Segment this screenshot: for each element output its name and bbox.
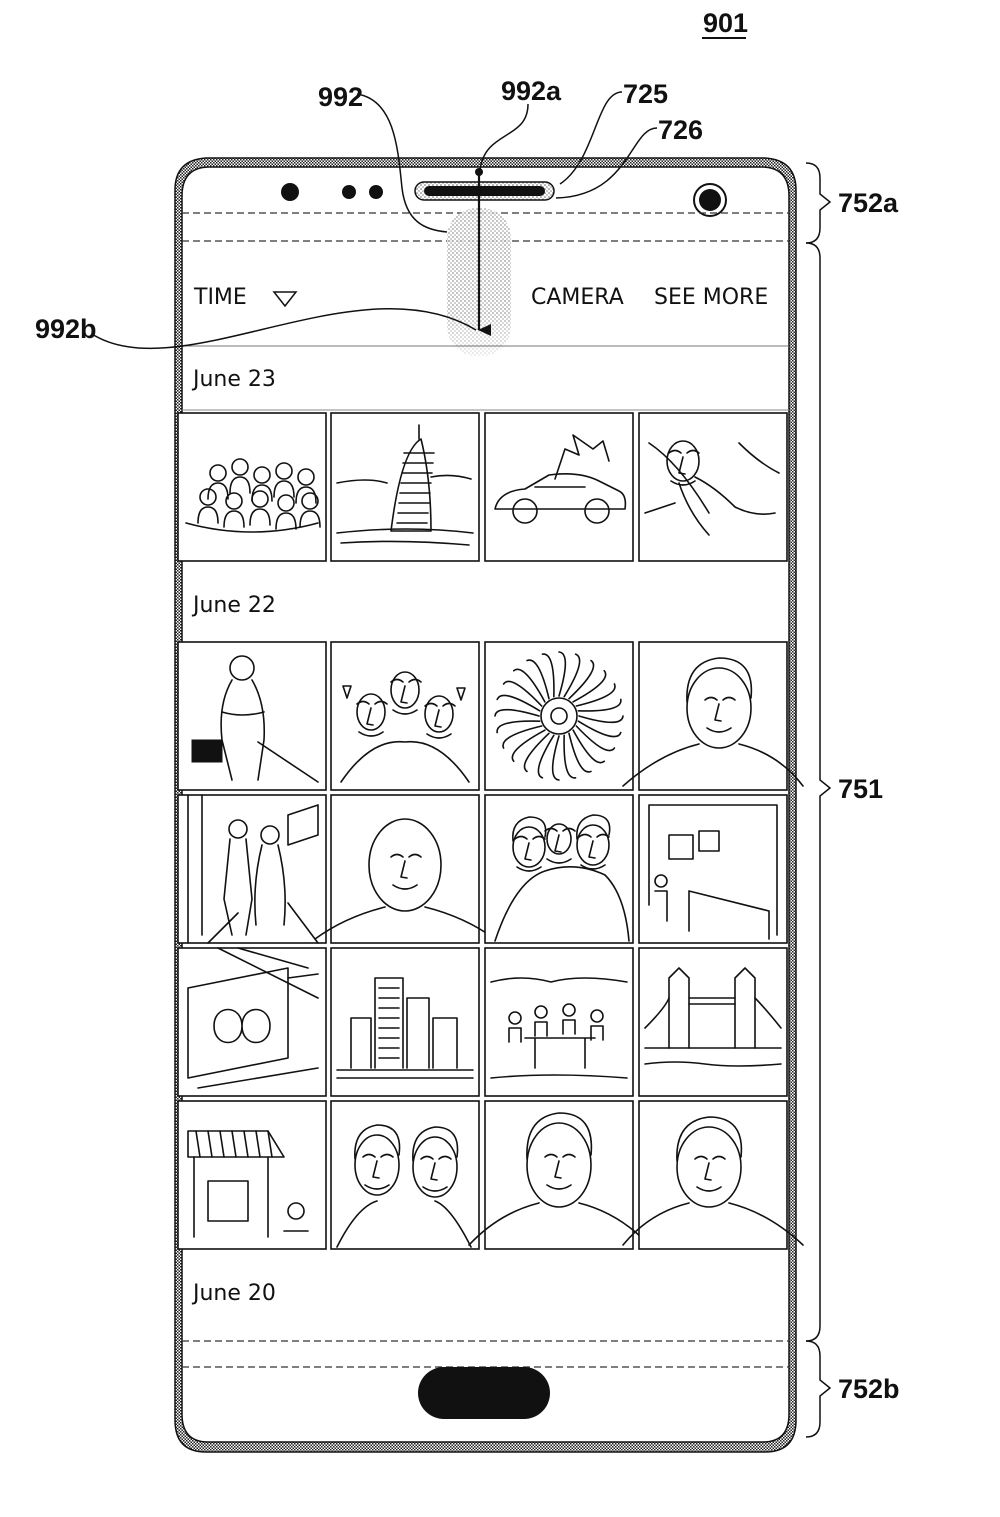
sensor-icon bbox=[342, 185, 356, 199]
figure-number: 901 bbox=[703, 8, 749, 38]
region-brace bbox=[806, 243, 830, 1341]
photo-thumbnail-people-at-table-outdoors[interactable] bbox=[485, 948, 633, 1096]
sort-time-button[interactable]: TIME bbox=[194, 285, 247, 310]
photo-thumbnail-boy-portrait[interactable] bbox=[623, 1101, 803, 1249]
region-brace bbox=[806, 1341, 830, 1437]
ref-label-992b: 992b bbox=[35, 314, 97, 344]
photo-thumbnail-cafe-interior[interactable] bbox=[639, 795, 787, 943]
photo-thumbnail-smiling-young-man[interactable] bbox=[469, 1101, 649, 1249]
section-date: June 20 bbox=[193, 1281, 276, 1306]
see-more-button[interactable]: SEE MORE bbox=[654, 285, 769, 310]
ref-label-752b: 752b bbox=[838, 1374, 900, 1404]
ref-label-992a: 992a bbox=[501, 76, 562, 106]
speaker-icon bbox=[424, 186, 545, 196]
region-brace bbox=[806, 163, 830, 243]
photo-thumbnail-three-women-toasting[interactable] bbox=[331, 642, 479, 790]
ref-label-751: 751 bbox=[838, 774, 884, 804]
section-date: June 23 bbox=[193, 367, 276, 392]
photo-thumbnail-family-hug[interactable] bbox=[485, 795, 633, 943]
ref-label-992: 992 bbox=[318, 82, 364, 112]
photo-thumbnail-smiling-man-portrait[interactable] bbox=[623, 642, 803, 790]
photo-thumbnail-woman-lying-down[interactable] bbox=[639, 413, 787, 561]
camera-lens-icon bbox=[694, 184, 726, 216]
photo-thumbnail-couple-on-street[interactable] bbox=[178, 795, 326, 943]
photo-thumbnail-chrysanthemum-flower[interactable] bbox=[485, 642, 633, 790]
photo-thumbnail-bald-man-portrait[interactable] bbox=[315, 795, 495, 943]
photo-thumbnail-two-women-portrait[interactable] bbox=[331, 1101, 479, 1249]
photo-thumbnail-group-of-kids[interactable] bbox=[178, 413, 326, 561]
sensor-icon bbox=[281, 183, 299, 201]
ref-label-752a: 752a bbox=[838, 188, 899, 218]
section-date: June 22 bbox=[193, 593, 276, 618]
camera-button[interactable]: CAMERA bbox=[531, 285, 624, 310]
photo-thumbnail-sports-car[interactable] bbox=[485, 413, 633, 561]
sensor-icon bbox=[369, 185, 383, 199]
photo-thumbnail-cafe-awning-storefront[interactable] bbox=[178, 1101, 326, 1249]
photo-thumbnail-city-skyscrapers[interactable] bbox=[331, 948, 479, 1096]
ref-label-725: 725 bbox=[623, 79, 669, 109]
home-button-icon[interactable] bbox=[418, 1367, 550, 1419]
ref-label-726: 726 bbox=[658, 115, 704, 145]
photo-thumbnail-tower-bridge[interactable] bbox=[639, 948, 787, 1096]
photo-thumbnail-sail-hotel-tower[interactable] bbox=[331, 413, 479, 561]
photo-thumbnail-infinity-sign-storefront[interactable] bbox=[178, 948, 326, 1096]
photo-thumbnail-hiker-with-camera[interactable] bbox=[178, 642, 326, 790]
